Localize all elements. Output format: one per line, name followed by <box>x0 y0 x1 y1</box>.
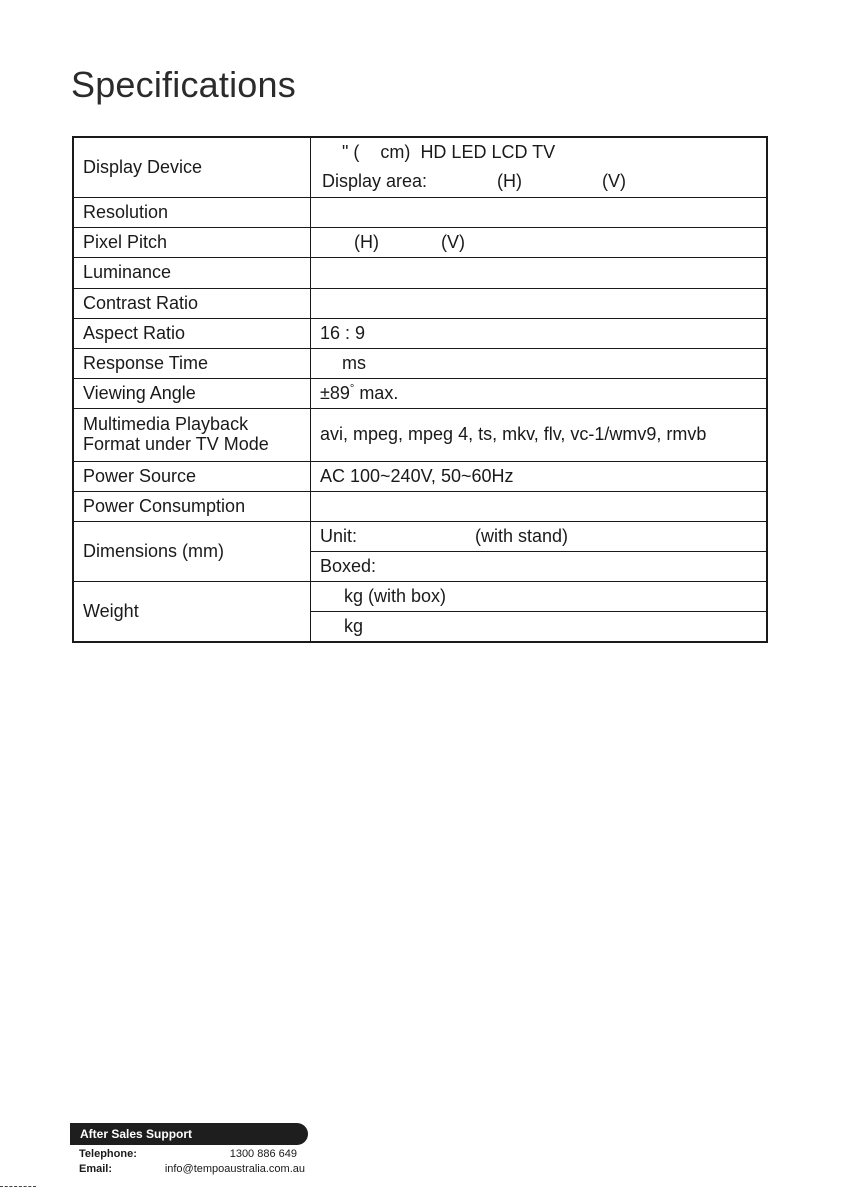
spec-row-viewing-angle <box>73 379 767 409</box>
spec-label-dimensions: Dimensions (mm) <box>73 522 311 582</box>
spec-value-viewing-angle <box>311 379 768 409</box>
inch-mark: " <box>342 141 349 162</box>
spec-value-dimensions-boxed: Boxed: <box>311 552 768 582</box>
spec-label-luminance: Luminance <box>73 258 311 289</box>
spec-row-power-consumption <box>73 492 767 522</box>
display-area-label: Display area: <box>322 171 428 192</box>
spec-row-luminance <box>73 258 767 289</box>
spec-value-power-consumption <box>311 492 768 522</box>
spec-row-dimensions-unit <box>73 522 767 552</box>
multimedia-label-line1: Multimedia Playback <box>83 414 249 435</box>
spec-row-power-source <box>73 462 767 492</box>
spec-value-dimensions-unit <box>311 522 768 552</box>
response-time-unit: ms <box>342 352 366 373</box>
spec-value-response-time <box>311 349 768 379</box>
display-area-h: (H) <box>497 171 523 192</box>
spec-value-aspect-ratio: 16 : 9 <box>311 319 768 349</box>
specifications-table <box>72 136 768 643</box>
page-title: Specifications <box>71 64 296 105</box>
spec-row-resolution <box>73 198 767 228</box>
spec-row-aspect-ratio <box>73 319 767 349</box>
spec-label-multimedia <box>73 409 311 462</box>
spec-label-response-time: Response Time <box>73 349 311 379</box>
spec-value-weight-net <box>311 612 768 643</box>
spec-label-viewing-angle: Viewing Angle <box>73 379 311 409</box>
viewing-angle-suffix: max. <box>354 383 399 404</box>
email-label: Email: <box>79 1163 113 1175</box>
viewing-angle-value: ±89 <box>320 383 350 404</box>
telephone-label: Telephone: <box>79 1148 137 1160</box>
cm-unit: cm) <box>380 141 411 162</box>
spec-value-resolution <box>311 198 768 228</box>
spec-row-contrast-ratio <box>73 289 767 319</box>
pixel-pitch-h: (H) <box>354 231 379 252</box>
spec-label-contrast-ratio: Contrast Ratio <box>73 289 311 319</box>
spec-value-weight-boxed <box>311 582 768 612</box>
spec-value-multimedia: avi, mpeg, mpeg 4, ts, mkv, flv, vc-1/wmv9, rmvb <box>311 409 768 462</box>
spec-row-weight-boxed <box>73 582 767 612</box>
spec-row-pixel-pitch <box>73 228 767 258</box>
spec-value-contrast-ratio <box>311 289 768 319</box>
spec-value-display-area <box>311 168 768 198</box>
cm-paren: ( <box>353 141 360 162</box>
weight-net-value: kg <box>344 615 364 636</box>
spec-label-resolution: Resolution <box>73 198 311 228</box>
multimedia-label-line2: Format under TV Mode <box>83 434 269 454</box>
support-telephone-row <box>70 1148 308 1160</box>
spec-label-display-device: Display Device <box>73 137 311 198</box>
email-value[interactable]: info@tempoaustralia.com.au <box>164 1163 305 1175</box>
spec-label-pixel-pitch: Pixel Pitch <box>73 228 311 258</box>
after-sales-support <box>70 1123 308 1175</box>
display-type: HD LED LCD TV <box>420 141 556 162</box>
support-header: After Sales Support <box>70 1123 308 1145</box>
spec-label-aspect-ratio: Aspect Ratio <box>73 319 311 349</box>
spec-value-power-source: AC 100~240V, 50~60Hz <box>311 462 768 492</box>
spec-value-display-size <box>311 137 768 168</box>
spec-label-weight: Weight <box>73 582 311 643</box>
spec-label-power-consumption: Power Consumption <box>73 492 311 522</box>
spec-value-luminance <box>311 258 768 289</box>
degree-symbol: ° <box>349 383 355 396</box>
spec-row-multimedia <box>73 409 767 462</box>
spec-label-power-source: Power Source <box>73 462 311 492</box>
spec-row-response-time <box>73 349 767 379</box>
display-area-v: (V) <box>602 171 627 192</box>
spec-row-display-device <box>73 137 767 168</box>
spec-value-pixel-pitch <box>311 228 768 258</box>
pixel-pitch-v: (V) <box>441 231 465 252</box>
telephone-value[interactable]: 1300 886 649 <box>229 1148 297 1160</box>
dimensions-unit-note: (with stand) <box>475 525 569 546</box>
support-email-row <box>70 1163 308 1175</box>
dimensions-unit-label: Unit: <box>320 525 358 546</box>
weight-boxed-value: kg (with box) <box>344 585 447 606</box>
crop-mark <box>0 1186 36 1187</box>
